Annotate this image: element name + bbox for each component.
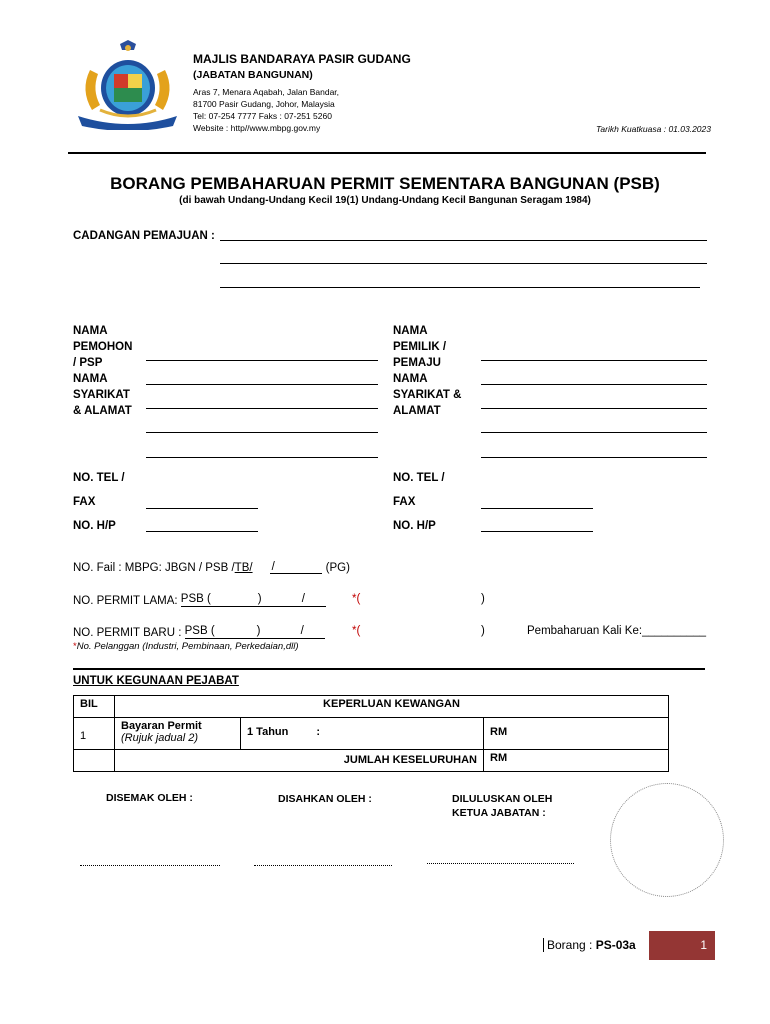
applicant-name-line-3[interactable] xyxy=(146,408,378,409)
new-permit-customer-no-open: *( xyxy=(352,625,361,637)
customer-no-footnote: *No. Pelanggan (Industri, Pembinaan, Perkedaian,dll) xyxy=(73,641,299,652)
total-label: JUMLAH KESELURUHAN xyxy=(115,750,484,772)
applicant-tel-label: NO. TEL / xyxy=(73,472,125,484)
address-line-2: 81700 Pasir Gudang, Johor, Malaysia xyxy=(193,99,335,109)
applicant-fax-field[interactable] xyxy=(146,508,258,509)
applicant-name-line-5[interactable] xyxy=(146,457,378,458)
applicant-hp-field[interactable] xyxy=(146,531,258,532)
applicant-fax-label: FAX xyxy=(73,496,96,508)
address-line-1: Aras 7, Menara Aqabah, Jalan Bandar, xyxy=(193,87,340,97)
approved-by-label: DILULUSKAN OLEH KETUA JABATAN : xyxy=(452,793,553,819)
applicant-hp-label: NO. H/P xyxy=(73,520,116,532)
new-permit-row: NO. PERMIT BARU : PSB ( ) / xyxy=(73,625,325,639)
row-number: 1 xyxy=(74,718,115,750)
cadangan-field-line-1[interactable] xyxy=(220,240,707,241)
form-code-label: Borang : PS-03a xyxy=(543,938,636,952)
form-subtitle: (di bawah Undang-Undang Kecil 19(1) Undang-Undang Kecil Bangunan Seragam 1984) xyxy=(179,195,591,206)
owner-name-line-2[interactable] xyxy=(481,384,707,385)
applicant-name-label: NAMA PEMOHON / PSP NAMA SYARIKAT & ALAMAT xyxy=(73,325,133,417)
old-permit-customer-no-open: *( xyxy=(352,593,361,605)
new-permit-field[interactable]: PSB ( ) / xyxy=(185,625,325,639)
file-number-row: NO. Fail : MBPG: JBGN / PSB /TB/ / (PG) xyxy=(73,561,350,574)
col-bil-header: BIL xyxy=(74,696,115,718)
owner-name-line-5[interactable] xyxy=(481,457,707,458)
renewal-count-field[interactable]: Pembaharuan Kali Ke:__________ xyxy=(527,625,707,637)
page-number: 1 xyxy=(700,938,707,952)
old-permit-field[interactable]: PSB ( ) / xyxy=(181,593,326,607)
checked-by-signature-line[interactable] xyxy=(80,865,220,866)
total-blank-cell xyxy=(74,750,115,772)
file-number-field[interactable]: / xyxy=(270,561,322,574)
department-name: (JABATAN BANGUNAN) xyxy=(193,69,313,81)
file-number-tb[interactable]: TB/ xyxy=(234,562,253,574)
owner-hp-field[interactable] xyxy=(481,531,593,532)
item-amount-field[interactable]: RM xyxy=(484,718,669,750)
office-divider xyxy=(73,668,705,670)
org-name: MAJLIS BANDARAYA PASIR GUDANG xyxy=(193,52,411,66)
website: Website : http//www.mbpg.gov.my xyxy=(193,123,321,133)
cadangan-field-line-2[interactable] xyxy=(220,263,707,264)
financial-table xyxy=(73,695,669,772)
verified-by-signature-line[interactable] xyxy=(254,865,392,866)
old-permit-customer-no-close: ) xyxy=(481,593,485,605)
official-stamp-area xyxy=(610,783,724,897)
header-divider xyxy=(68,152,706,154)
owner-name-line-4[interactable] xyxy=(481,432,707,433)
checked-by-label: DISEMAK OLEH : xyxy=(106,792,193,804)
page-number-box xyxy=(649,931,715,960)
owner-name-label: NAMA PEMILIK / PEMAJU NAMA SYARIKAT & ALAMAT xyxy=(393,325,462,417)
item-description: Bayaran Permit (Rujuk jadual 2) xyxy=(115,718,241,750)
effective-date: Tarikh Kuatkuasa : 01.03.2023 xyxy=(596,124,711,134)
phone-fax: Tel: 07-254 7777 Faks : 07-251 5260 xyxy=(193,111,332,121)
new-permit-customer-no-close: ) xyxy=(481,625,485,637)
approved-by-signature-line[interactable] xyxy=(427,863,574,864)
office-use-heading: UNTUK KEGUNAAN PEJABAT xyxy=(73,675,239,687)
owner-hp-label: NO. H/P xyxy=(393,520,436,532)
owner-tel-label: NO. TEL / xyxy=(393,472,445,484)
owner-fax-label: FAX xyxy=(393,496,416,508)
applicant-name-line-1[interactable] xyxy=(146,360,378,361)
owner-name-line-1[interactable] xyxy=(481,360,707,361)
form-title: BORANG PEMBAHARUAN PERMIT SEMENTARA BANGUNAN (PSB) xyxy=(110,174,660,193)
cadangan-field-line-3[interactable] xyxy=(220,287,700,288)
total-amount-field[interactable]: RM xyxy=(484,750,669,772)
col-keperluan-header: KEPERLUAN KEWANGAN xyxy=(115,696,669,718)
applicant-name-line-2[interactable] xyxy=(146,384,378,385)
old-permit-row: NO. PERMIT LAMA: PSB ( ) / xyxy=(73,593,326,607)
owner-fax-field[interactable] xyxy=(481,508,593,509)
owner-name-line-3[interactable] xyxy=(481,408,707,409)
cadangan-label: CADANGAN PEMAJUAN : xyxy=(73,230,215,242)
item-duration: 1 Tahun : xyxy=(241,718,484,750)
council-crest-logo xyxy=(70,40,185,130)
verified-by-label: DISAHKAN OLEH : xyxy=(278,793,372,805)
applicant-name-line-4[interactable] xyxy=(146,432,378,433)
